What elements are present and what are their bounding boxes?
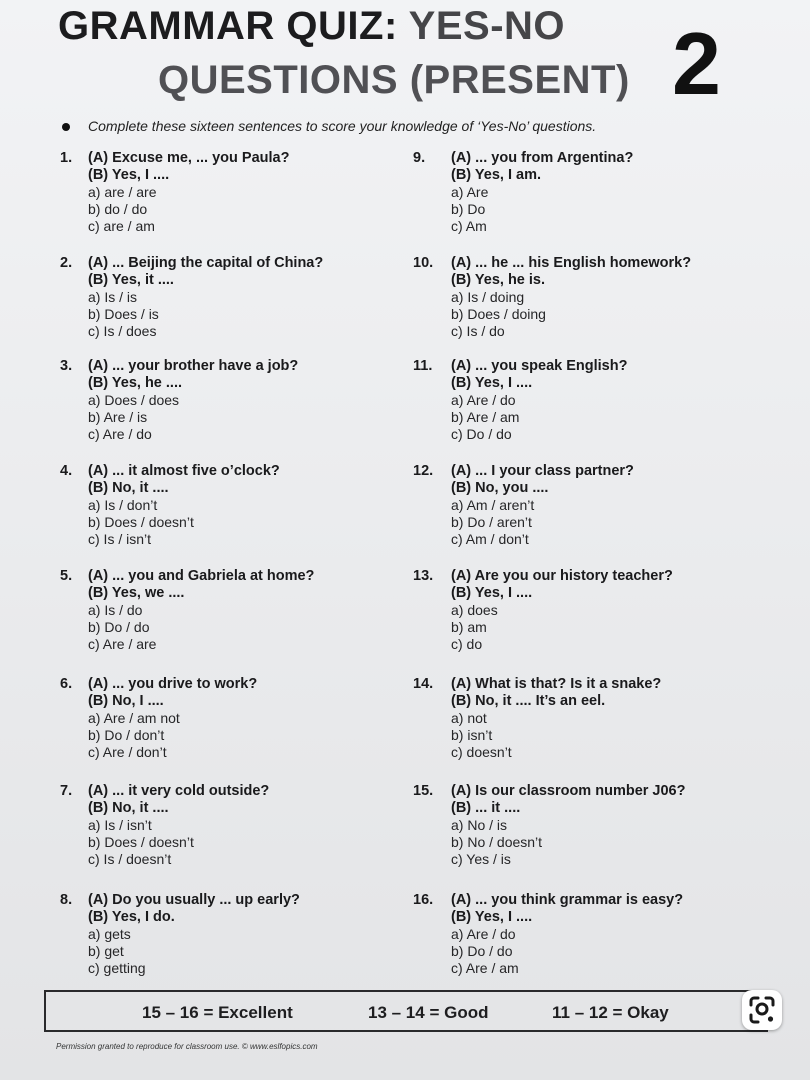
question-number: 14. xyxy=(413,676,434,692)
answer-option: c) Am / don’t xyxy=(451,531,529,547)
question-response: (B) Yes, I am. xyxy=(451,167,541,183)
answer-option: a) Is / isn’t xyxy=(88,817,152,833)
question-number: 13. xyxy=(413,568,434,584)
question-number: 16. xyxy=(413,892,434,908)
answer-option: c) Am xyxy=(451,218,487,234)
answer-option: c) doesn’t xyxy=(451,744,512,760)
question-number: 6. xyxy=(60,676,73,692)
question-response: (B) No, it .... xyxy=(88,480,169,496)
question-number: 9. xyxy=(413,150,426,166)
question-number: 10. xyxy=(413,255,434,271)
question-7 xyxy=(60,783,420,873)
question-response: (B) Yes, I do. xyxy=(88,909,175,925)
question-prompt: (A) ... your brother have a job? xyxy=(88,358,299,374)
answer-option: b) Does / doing xyxy=(451,306,546,322)
question-number: 7. xyxy=(60,783,73,799)
question-response: (B) Yes, he is. xyxy=(451,272,546,288)
answer-option: a) not xyxy=(451,710,487,726)
question-9 xyxy=(413,150,773,240)
score-excellent: 15 – 16 = Excellent xyxy=(142,1003,293,1022)
question-body xyxy=(451,568,673,653)
question-prompt: (A) ... Beijing the capital of China? xyxy=(88,255,324,271)
answer-option: a) Are / do xyxy=(451,392,516,408)
question-body xyxy=(88,255,323,340)
google-lens-icon[interactable] xyxy=(742,990,782,1030)
answer-option: b) get xyxy=(88,943,124,959)
question-number: 1. xyxy=(60,150,73,166)
question-response: (B) No, you .... xyxy=(451,480,549,496)
question-response: (B) No, it .... It’s an eel. xyxy=(451,693,606,709)
answer-option: a) are / are xyxy=(88,184,157,200)
question-prompt: (A) Are you our history teacher? xyxy=(451,568,673,584)
question-prompt: (A) ... it very cold outside? xyxy=(88,783,270,799)
question-13 xyxy=(413,568,773,658)
question-prompt: (A) Is our classroom number J06? xyxy=(451,783,686,799)
question-number: 11. xyxy=(413,358,433,374)
answer-option: b) No / doesn’t xyxy=(451,834,543,850)
answer-option: c) Is / isn’t xyxy=(88,531,152,547)
question-response: (B) ... it .... xyxy=(451,800,521,816)
question-response: (B) No, it .... xyxy=(88,800,169,816)
question-prompt: (A) ... you speak English? xyxy=(451,358,628,374)
question-1 xyxy=(60,150,420,240)
question-prompt: (A) ... you drive to work? xyxy=(88,676,258,692)
question-15 xyxy=(413,783,773,873)
answer-option: a) Does / does xyxy=(88,392,180,408)
question-body xyxy=(88,150,289,235)
question-body xyxy=(451,783,685,868)
question-8 xyxy=(60,892,420,982)
quiz-number: 2 xyxy=(672,14,721,113)
answer-option: a) gets xyxy=(88,926,131,942)
question-response: (B) Yes, it .... xyxy=(88,272,174,288)
answer-option: c) Is / doesn’t xyxy=(88,851,172,867)
question-12 xyxy=(413,463,773,553)
question-body xyxy=(88,463,280,548)
answer-option: a) No / is xyxy=(451,817,508,833)
question-body xyxy=(88,358,298,443)
question-body xyxy=(451,892,683,977)
question-prompt: (A) ... I your class partner? xyxy=(451,463,634,479)
answer-option: a) Are / do xyxy=(451,926,516,942)
question-number: 4. xyxy=(60,463,73,479)
title-line-2: QUESTIONS (PRESENT) xyxy=(158,58,630,102)
question-body xyxy=(88,676,257,761)
score-good: 13 – 14 = Good xyxy=(368,1003,489,1022)
question-16 xyxy=(413,892,773,982)
question-response: (B) No, I .... xyxy=(88,693,164,709)
question-prompt: (A) ... you and Gabriela at home? xyxy=(88,568,315,584)
answer-option: c) Is / do xyxy=(451,323,505,339)
question-prompt: (A) What is that? Is it a snake? xyxy=(451,676,662,692)
answer-option: c) Are / do xyxy=(88,426,152,442)
question-body xyxy=(451,463,634,548)
question-body xyxy=(88,568,314,653)
answer-option: a) Are xyxy=(451,184,489,200)
question-body xyxy=(88,892,300,977)
answer-option: b) Does / doesn’t xyxy=(88,514,194,530)
question-3 xyxy=(60,358,420,448)
question-number: 15. xyxy=(413,783,434,799)
question-prompt: (A) ... you think grammar is easy? xyxy=(451,892,684,908)
question-body xyxy=(451,255,691,340)
answer-option: a) Is / do xyxy=(88,602,143,618)
answer-option: b) do / do xyxy=(88,201,148,217)
question-response: (B) Yes, he .... xyxy=(88,375,183,391)
question-body xyxy=(451,150,633,235)
answer-option: b) Do / aren’t xyxy=(451,514,532,530)
answer-option: b) isn’t xyxy=(451,727,493,743)
question-prompt: (A) ... you from Argentina? xyxy=(451,150,634,166)
answer-option: b) Does / is xyxy=(88,306,159,322)
question-2 xyxy=(60,255,420,345)
answer-option: a) Are / am not xyxy=(88,710,180,726)
answer-option: b) Do xyxy=(451,201,486,217)
answer-option: b) Do / don’t xyxy=(88,727,165,743)
question-5 xyxy=(60,568,420,658)
answer-option: b) Do / do xyxy=(451,943,513,959)
title-line-1: GRAMMAR QUIZ: YES-NO xyxy=(58,4,566,48)
question-number: 2. xyxy=(60,255,73,271)
answer-option: c) getting xyxy=(88,960,146,976)
answer-option: c) Are / are xyxy=(88,636,157,652)
bullet-icon xyxy=(62,123,70,131)
question-response: (B) Yes, I .... xyxy=(88,167,170,183)
answer-option: b) Do / do xyxy=(88,619,150,635)
answer-option: c) Is / does xyxy=(88,323,157,339)
answer-option: c) Do / do xyxy=(451,426,512,442)
question-prompt: (A) Excuse me, ... you Paula? xyxy=(88,150,290,166)
question-number: 8. xyxy=(60,892,73,908)
question-prompt: (A) ... it almost five o’clock? xyxy=(88,463,280,479)
question-prompt: (A) ... he ... his English homework? xyxy=(451,255,692,271)
answer-option: a) does xyxy=(451,602,498,618)
question-body xyxy=(451,676,661,761)
instructions: Complete these sixteen sentences to score your knowledge of ‘Yes-No’ questions. xyxy=(62,118,596,134)
permission-footer: Permission granted to reproduce for classroom use. © www.eslfopics.com xyxy=(56,1042,318,1051)
question-number: 12. xyxy=(413,463,434,479)
question-response: (B) Yes, we .... xyxy=(88,585,185,601)
question-11 xyxy=(413,358,773,448)
answer-option: b) Are / is xyxy=(88,409,148,425)
question-body xyxy=(88,783,269,868)
question-14 xyxy=(413,676,773,766)
question-response: (B) Yes, I .... xyxy=(451,585,533,601)
question-number: 5. xyxy=(60,568,73,584)
answer-option: c) do xyxy=(451,636,483,652)
answer-option: c) Yes / is xyxy=(451,851,511,867)
answer-option: b) Does / doesn’t xyxy=(88,834,194,850)
answer-option: c) are / am xyxy=(88,218,155,234)
question-number: 3. xyxy=(60,358,73,374)
answer-option: a) Is / doing xyxy=(451,289,525,305)
question-response: (B) Yes, I .... xyxy=(451,375,533,391)
question-response: (B) Yes, I .... xyxy=(451,909,533,925)
answer-option: a) Am / aren’t xyxy=(451,497,535,513)
answer-option: a) Is / don’t xyxy=(88,497,158,513)
answer-option: a) Is / is xyxy=(88,289,138,305)
answer-option: b) Are / am xyxy=(451,409,520,425)
question-4 xyxy=(60,463,420,553)
score-okay: 11 – 12 = Okay xyxy=(552,1003,669,1022)
answer-option: b) am xyxy=(451,619,487,635)
answer-option: c) Are / don’t xyxy=(88,744,167,760)
question-6 xyxy=(60,676,420,766)
answer-option: c) Are / am xyxy=(451,960,519,976)
question-10 xyxy=(413,255,773,345)
question-body xyxy=(451,358,627,443)
question-prompt: (A) Do you usually ... up early? xyxy=(88,892,300,908)
